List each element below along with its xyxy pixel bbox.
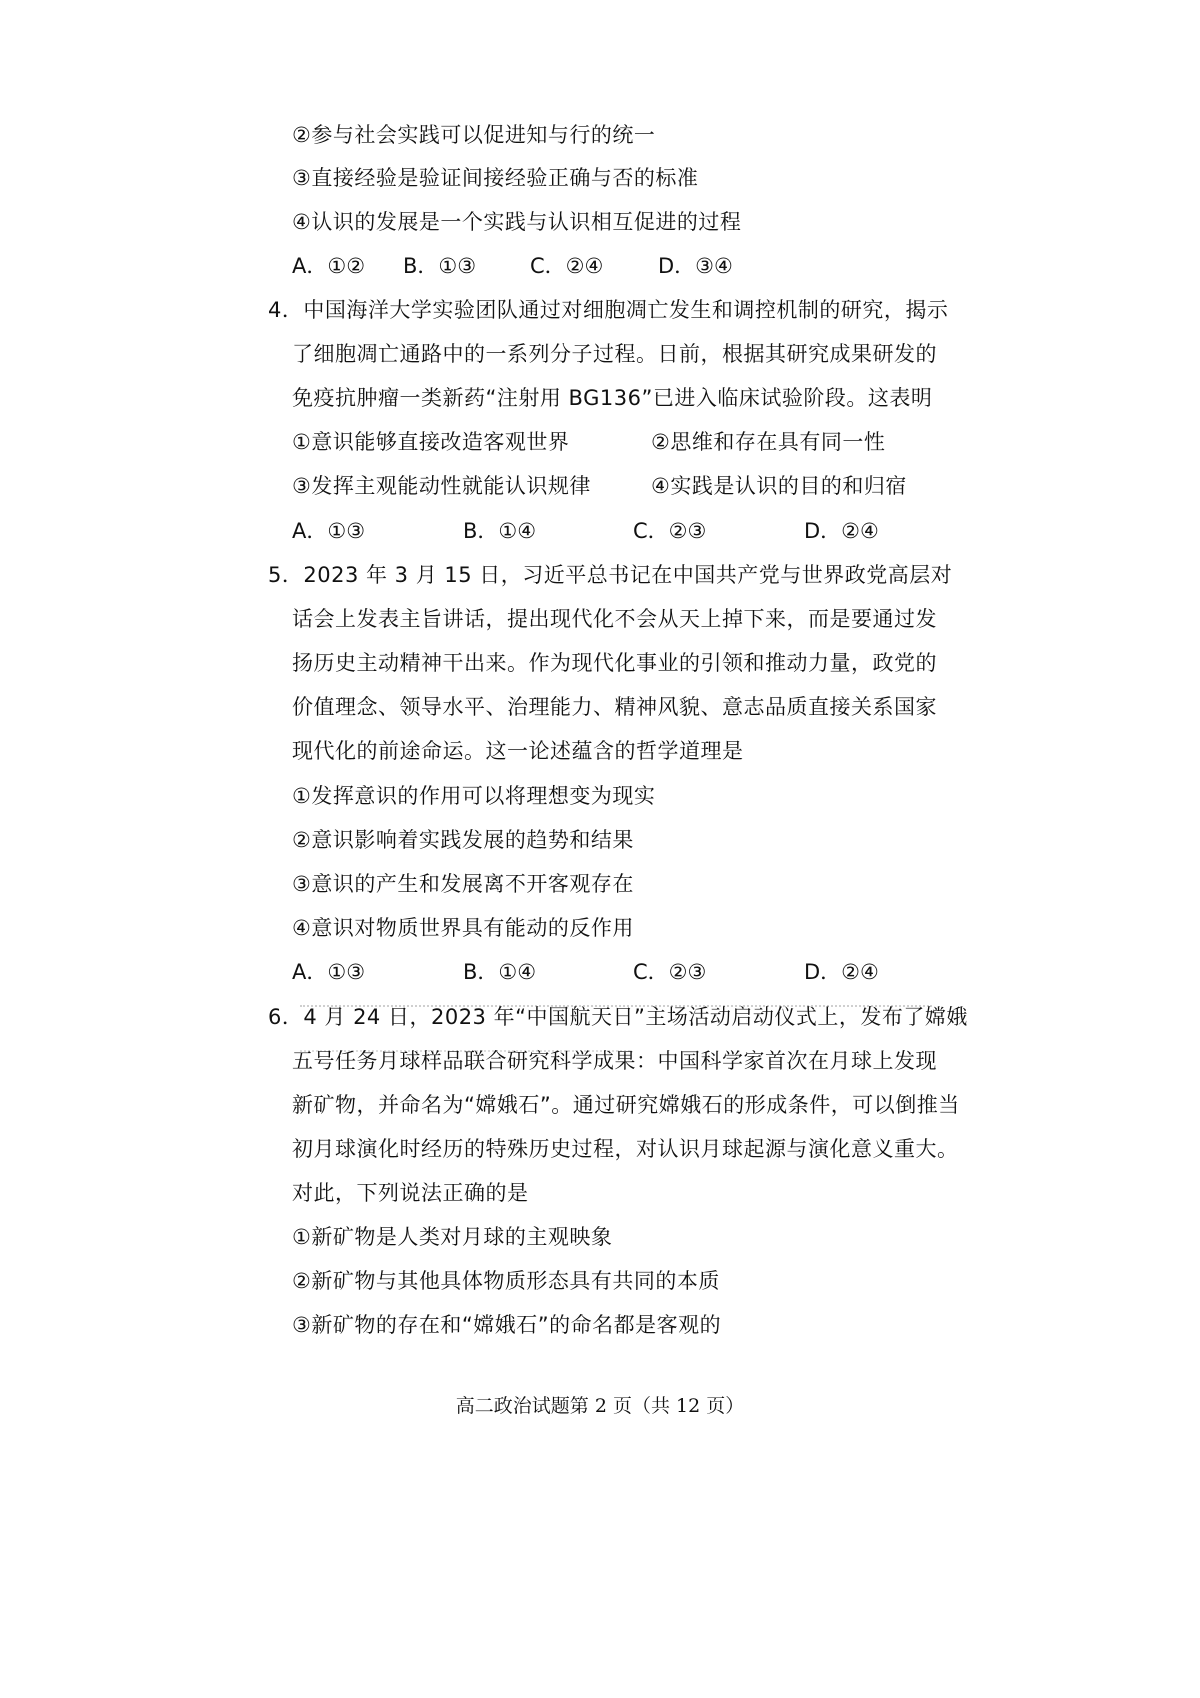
q3-option-d: D．③④ <box>658 254 733 278</box>
q5-item-1: ①发挥意识的作用可以将理想变为现实 <box>292 784 656 808</box>
q5-item-4: ④意识对物质世界具有能动的反作用 <box>292 916 634 940</box>
q4-item-4: ④实践是认识的目的和归宿 <box>651 474 907 498</box>
q5-stem-line-3: 扬历史主动精神干出来。作为现代化事业的引领和推动力量，政党的 <box>292 651 937 675</box>
q3-item-2: ②参与社会实践可以促进知与行的统一 <box>292 123 656 147</box>
q6-item-2: ②新矿物与其他具体物质形态具有共同的本质 <box>292 1269 720 1293</box>
q6-stem-line-1: 6．4 月 24 日，2023 年“中国航天日”主场活动启动仪式上，发布了嫦娥 <box>268 1005 968 1029</box>
q6-stem-line-4: 初月球演化时经历的特殊历史过程，对认识月球起源与演化意义重大。 <box>292 1137 959 1161</box>
q4-option-d: D．②④ <box>804 519 879 543</box>
q3-option-c: C．②④ <box>530 254 604 278</box>
q5-stem-line-1: 5．2023 年 3 月 15 日，习近平总书记在中国共产党与世界政党高层对 <box>268 563 953 587</box>
q3-option-a: A．①② <box>292 254 366 278</box>
q5-option-d: D．②④ <box>804 960 879 984</box>
q5-stem-line-4: 价值理念、领导水平、治理能力、精神风貌、意志品质直接关系国家 <box>292 695 937 719</box>
q6-item-3: ③新矿物的存在和“嫦娥石”的命名都是客观的 <box>292 1313 722 1337</box>
q5-stem-line-5: 现代化的前途命运。这一论述蕴含的哲学道理是 <box>292 739 744 763</box>
q5-option-b: B．①④ <box>463 960 537 984</box>
q6-item-1: ①新矿物是人类对月球的主观映象 <box>292 1225 613 1249</box>
q6-stem-line-2: 五号任务月球样品联合研究科学成果：中国科学家首次在月球上发现 <box>292 1049 937 1073</box>
q4-stem-line-1: 4．中国海洋大学实验团队通过对细胞凋亡发生和调控机制的研究，揭示 <box>268 298 949 322</box>
q4-stem-line-2: 了细胞凋亡通路中的一系列分子过程。日前，根据其研究成果研发的 <box>292 342 937 366</box>
q3-item-4: ④认识的发展是一个实践与认识相互促进的过程 <box>292 210 742 234</box>
q5-stem-line-2: 话会上发表主旨讲话，提出现代化不会从天上掉下来，而是要通过发 <box>292 607 937 631</box>
q5-item-2: ②意识影响着实践发展的趋势和结果 <box>292 828 634 852</box>
q3-option-b: B．①③ <box>403 254 477 278</box>
q4-option-b: B．①④ <box>463 519 537 543</box>
q4-item-2: ②思维和存在具有同一性 <box>651 430 886 454</box>
q4-item-1: ①意识能够直接改造客观世界 <box>292 430 570 454</box>
q4-option-c: C．②③ <box>633 519 707 543</box>
q4-item-3: ③发挥主观能动性就能认识规律 <box>292 474 591 498</box>
q5-item-3: ③意识的产生和发展离不开客观存在 <box>292 872 634 896</box>
q6-stem-line-3: 新矿物，并命名为“嫦娥石”。通过研究嫦娥石的形成条件，可以倒推当 <box>292 1093 960 1117</box>
q5-option-a: A．①③ <box>292 960 366 984</box>
page-footer: 高二政治试题第 2 页（共 12 页） <box>455 1395 745 1417</box>
q6-stem-line-5: 对此，下列说法正确的是 <box>292 1181 529 1205</box>
q5-option-c: C．②③ <box>633 960 707 984</box>
q4-option-a: A．①③ <box>292 519 366 543</box>
q3-item-3: ③直接经验是验证间接经验正确与否的标准 <box>292 166 699 190</box>
q4-stem-line-3: 免疫抗肿瘤一类新药“注射用 BG136”已进入临床试验阶段。这表明 <box>292 386 933 410</box>
